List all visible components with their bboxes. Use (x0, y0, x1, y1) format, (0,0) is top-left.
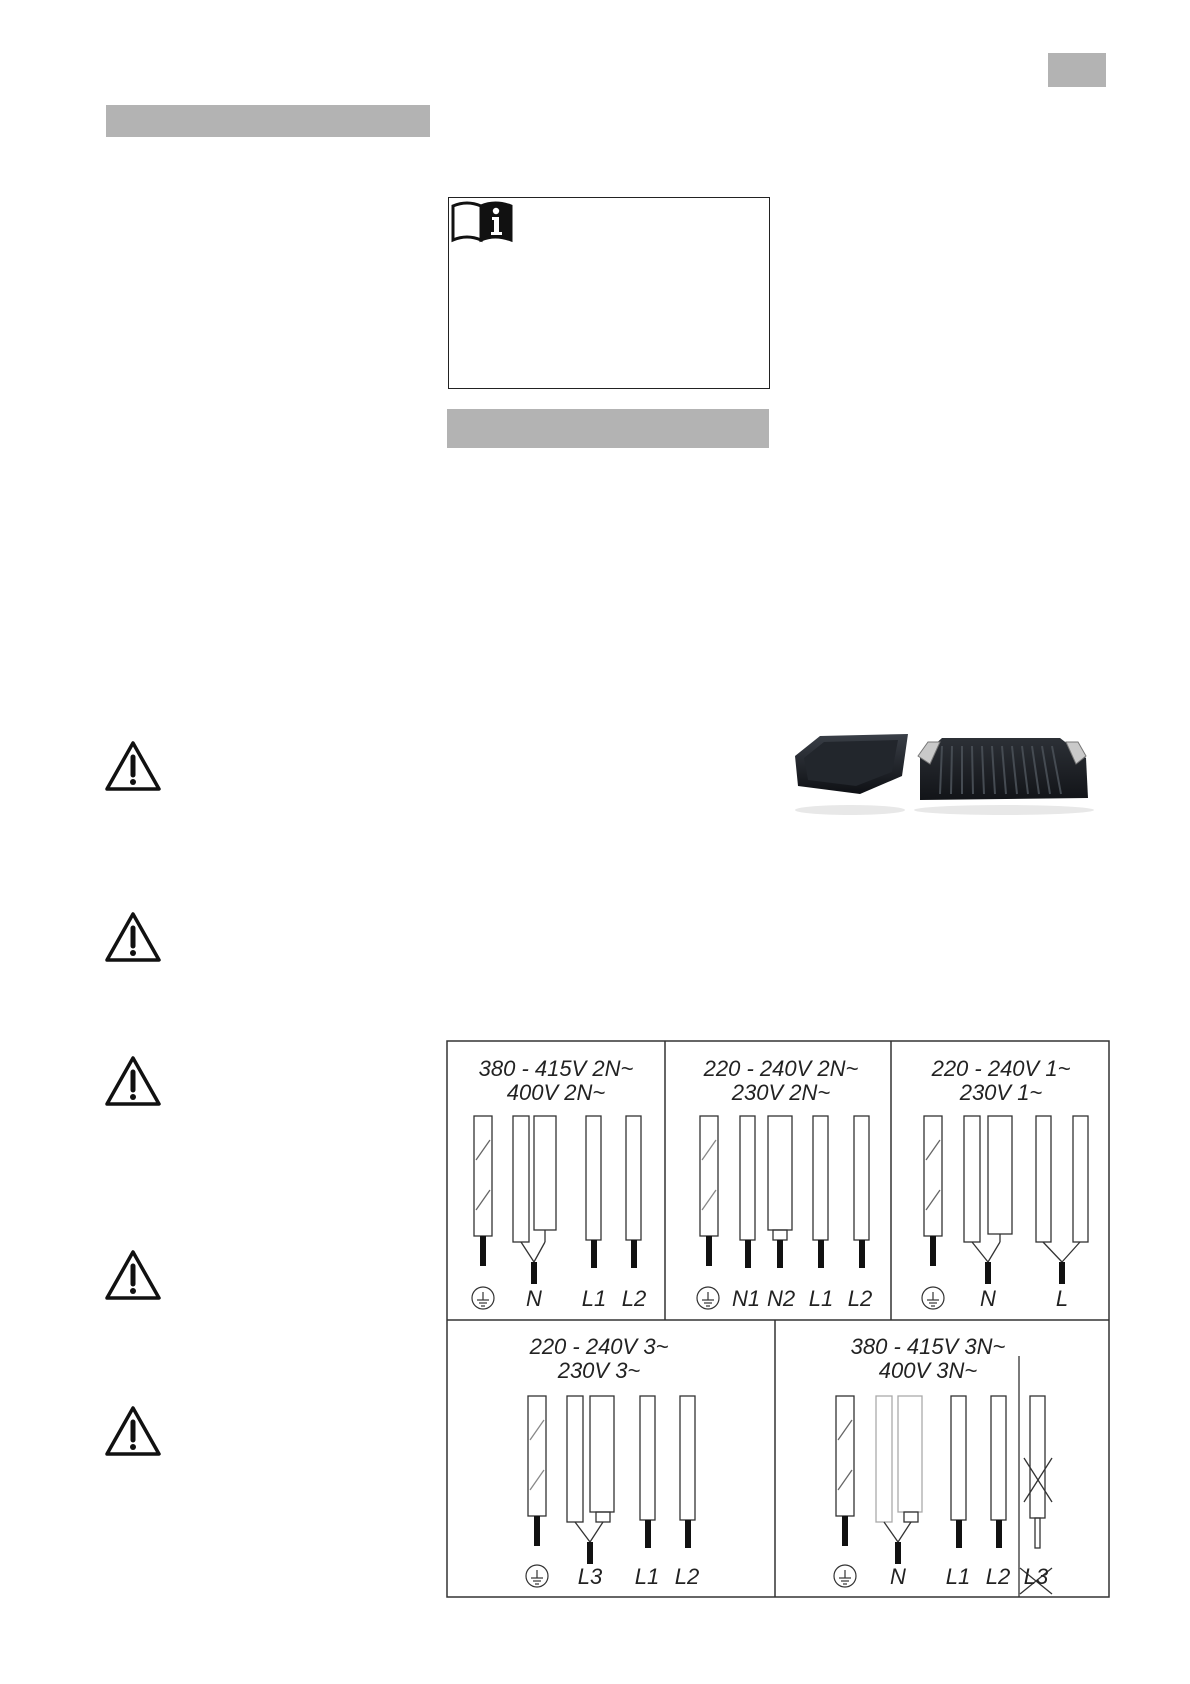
wire-l3-unused (1030, 1396, 1045, 1518)
panel-voltage-line2: 400V 3N~ (878, 1358, 978, 1383)
wire-l1 (951, 1396, 966, 1520)
panel-voltage-line2: 230V 2N~ (731, 1080, 831, 1105)
terminal-label: N (980, 1286, 996, 1311)
terminal-label: L1 (945, 1564, 971, 1589)
wire-n2 (768, 1116, 792, 1230)
terminal-label: L2 (674, 1564, 700, 1589)
terminal-label: N (890, 1564, 906, 1589)
wire-neutral-sleeve (904, 1512, 918, 1522)
wire-l3-sleeve (596, 1512, 610, 1522)
wire-ground (700, 1116, 718, 1236)
terminal-label: L3 (577, 1564, 603, 1589)
terminal-label: L2 (985, 1564, 1011, 1589)
roasting-tray-image (795, 734, 908, 815)
section-header-bar (106, 105, 430, 137)
terminal-pin (777, 1240, 783, 1268)
panel-voltage-line2: 230V 1~ (959, 1080, 1043, 1105)
panel-voltage-line1: 380 - 415V 3N~ (850, 1334, 1006, 1359)
wiring-panel-3 (922, 1056, 1088, 1311)
wiring-panel-2 (697, 1056, 872, 1311)
terminal-label: L2 (847, 1286, 873, 1311)
warning-triangle-icon (104, 1055, 162, 1107)
wire-live-bridge (1073, 1116, 1088, 1242)
wire-n2-sleeve (773, 1230, 787, 1240)
wiring-panel-1 (472, 1056, 646, 1311)
wire-ground (474, 1116, 492, 1236)
terminal-pin (706, 1236, 712, 1266)
wire-l1 (640, 1396, 655, 1520)
wiring-panel-5 (834, 1334, 1052, 1597)
book-info-icon (449, 198, 515, 244)
terminal-pin (956, 1520, 962, 1548)
terminal-pin (480, 1236, 486, 1266)
panel-voltage-line2: 400V 2N~ (506, 1080, 606, 1105)
terminal-label: N (526, 1286, 542, 1311)
grill-pan-image (914, 738, 1094, 815)
terminal-label: L1 (634, 1564, 660, 1589)
panel-voltage-line1: 220 - 240V 3~ (529, 1334, 669, 1359)
warning-triangle-icon (104, 1249, 162, 1301)
panel-voltage-line1: 220 - 240V 1~ (931, 1056, 1071, 1081)
wire-ground (528, 1396, 546, 1516)
terminal-pin (745, 1240, 751, 1268)
wire-ground (836, 1396, 854, 1516)
earth-ground-icon (526, 1565, 548, 1587)
terminal-label: L1 (808, 1286, 834, 1311)
terminal-label: N1 (731, 1286, 761, 1311)
warning-triangle-icon (104, 740, 162, 792)
wire-l2 (854, 1116, 869, 1240)
wire-ground (924, 1116, 942, 1236)
wire-neutral-bridge (534, 1116, 556, 1230)
terminal-pin (587, 1542, 593, 1564)
warning-triangle-icon (104, 1405, 162, 1457)
wire-l3-unused-pin (1035, 1518, 1040, 1548)
terminal-pin (818, 1240, 824, 1268)
terminal-pin (645, 1520, 651, 1548)
wire-neutral (964, 1116, 980, 1242)
wire-l2 (680, 1396, 695, 1520)
wire-l3-bridge (590, 1396, 614, 1512)
wiring-panel-4 (526, 1334, 699, 1589)
terminal-label: L2 (621, 1286, 647, 1311)
panel-voltage-line2: 230V 3~ (557, 1358, 641, 1383)
earth-ground-icon (472, 1287, 494, 1309)
terminal-pin (842, 1516, 848, 1546)
terminal-label: L (1055, 1286, 1069, 1311)
wire-l1 (813, 1116, 828, 1240)
terminal-pin (996, 1520, 1002, 1548)
wire-n1 (740, 1116, 755, 1240)
panel-voltage-line1: 380 - 415V 2N~ (478, 1056, 634, 1081)
terminal-pin (531, 1262, 537, 1284)
terminal-pin (1059, 1262, 1065, 1284)
terminal-pin (631, 1240, 637, 1268)
terminal-label: N2 (766, 1286, 796, 1311)
wire-neutral-bridge (988, 1116, 1012, 1234)
terminal-pin (859, 1240, 865, 1268)
section-header-bar-2 (447, 409, 769, 448)
terminal-pin (930, 1236, 936, 1266)
earth-ground-icon (697, 1287, 719, 1309)
wire-live (1036, 1116, 1051, 1242)
terminal-pin (895, 1542, 901, 1564)
wiring-diagram (446, 1040, 1110, 1598)
wire-neutral-bridge (898, 1396, 922, 1512)
panel-voltage-line1: 220 - 240V 2N~ (703, 1056, 859, 1081)
wire-neutral (513, 1116, 529, 1242)
wire-l3 (567, 1396, 583, 1522)
terminal-pin (591, 1240, 597, 1268)
info-note-box (448, 197, 770, 389)
accessory-cookware-image (790, 728, 1110, 818)
terminal-pin (985, 1262, 991, 1284)
terminal-pin (534, 1516, 540, 1546)
wire-neutral (876, 1396, 892, 1522)
earth-ground-icon (922, 1287, 944, 1309)
earth-ground-icon (834, 1565, 856, 1587)
wire-l1 (586, 1116, 601, 1240)
terminal-label: L1 (581, 1286, 607, 1311)
wire-l2 (626, 1116, 641, 1240)
warning-triangle-icon (104, 911, 162, 963)
wire-l2 (991, 1396, 1006, 1520)
terminal-label: L3 (1023, 1564, 1049, 1589)
page-tab (1048, 53, 1106, 87)
terminal-pin (685, 1520, 691, 1548)
